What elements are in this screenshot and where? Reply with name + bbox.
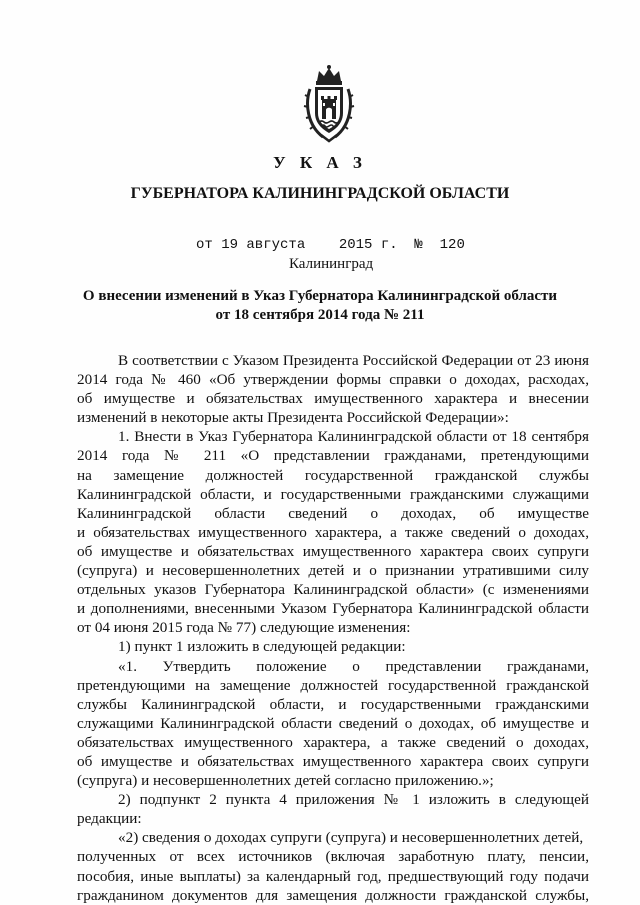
body-text-line: на замещение должностей государственной гражданской службы <box>77 466 589 484</box>
body-text-line: полученных от всех источников (включая заработную плату, пенсии, <box>77 848 589 866</box>
body-text-line: редакции: <box>77 810 142 828</box>
decree-heading <box>0 287 640 325</box>
body-text-line: претендующими на замещение должностей государственной гражданской <box>77 676 589 694</box>
body-text-line: от 04 июня 2015 года № 77) следующие изменения: <box>77 619 411 637</box>
decree-body <box>77 351 589 905</box>
body-text-line: пособия, иные выплаты) за календарный год, предшествующий году подачи <box>77 867 589 885</box>
coat-of-arms-emblem <box>301 63 357 143</box>
body-text-line: Калининградской области сведений о доходах, об имуществе <box>77 504 589 522</box>
body-text-line: (супруга) и несовершеннолетних детей и о признании утратившими силу <box>77 562 589 580</box>
body-text-line: службы Калининградской области, и государственными гражданскими <box>77 695 589 713</box>
decree-city: Калининград <box>289 256 374 272</box>
document-title: У К А З <box>273 153 367 172</box>
body-text-line: В соответствии с Указом Президента Российской Федерации от 23 июня <box>118 352 589 369</box>
document-subtitle: ГУБЕРНАТОРА КАЛИНИНГРАДСКОЙ ОБЛАСТИ <box>130 185 510 202</box>
body-text-line: 1. Внести в Указ Губернатора Калининградской области от 18 сентября <box>118 428 589 446</box>
body-text-line: об имуществе и обязательствах имущественного характера и внесении <box>77 390 589 408</box>
body-text-line: «2) сведения о доходах супруги (супруга) и несовершеннолетних детей, <box>118 829 584 847</box>
decree-heading-line: О внесении изменений в Указ Губернатора Калининградской области <box>82 288 558 304</box>
decree-date-number: от 19 августа 2015 г. № 120 <box>196 237 465 253</box>
body-text-line: «1. Утвердить положение о представлении гражданами, <box>118 657 589 675</box>
body-text-line: служащими Калининградской области сведений о доходах, об имуществе и <box>77 714 589 732</box>
body-text-line: и обязательствах имущественного характера, а также сведений о доходах, <box>77 523 589 541</box>
body-text-line: обязательствах имущественного характера, а также сведений о доходах, <box>77 733 589 751</box>
decree-heading-line: от 18 сентября 2014 года № 211 <box>215 307 425 323</box>
body-text-line: об имуществе и обязательствах имущественного характера своих супруги <box>77 752 589 770</box>
body-text-line: 1) пункт 1 изложить в следующей редакции: <box>118 638 406 656</box>
body-text-line: об имуществе и обязательствах имущественного характера своих супруги <box>77 542 589 560</box>
body-text-line: отдельных указов Губернатора Калининградской области» (с изменениями <box>77 581 589 599</box>
body-text-line: 2014 года № 211 «О представлении гражданами, претендующими <box>77 447 589 465</box>
body-text-line: (супруга) и несовершеннолетних детей согласно приложению.»; <box>77 772 494 790</box>
body-text-line: гражданином документов для замещения должности гражданской службы, <box>77 886 589 904</box>
body-text-line: и дополнениями, внесенными Указом Губернатора Калининградской области <box>77 600 589 618</box>
body-text-line: 2014 года № 460 «Об утверждении формы справки о доходах, расходах, <box>77 371 589 389</box>
body-text-line: изменений в некоторые акты Президента Российской Федерации»: <box>77 409 509 427</box>
body-text-line: 2) подпункт 2 пункта 4 приложения № 1 изложить в следующей <box>118 791 589 809</box>
body-text-line: Калининградской области, и государственными гражданскими служащими <box>77 485 589 503</box>
